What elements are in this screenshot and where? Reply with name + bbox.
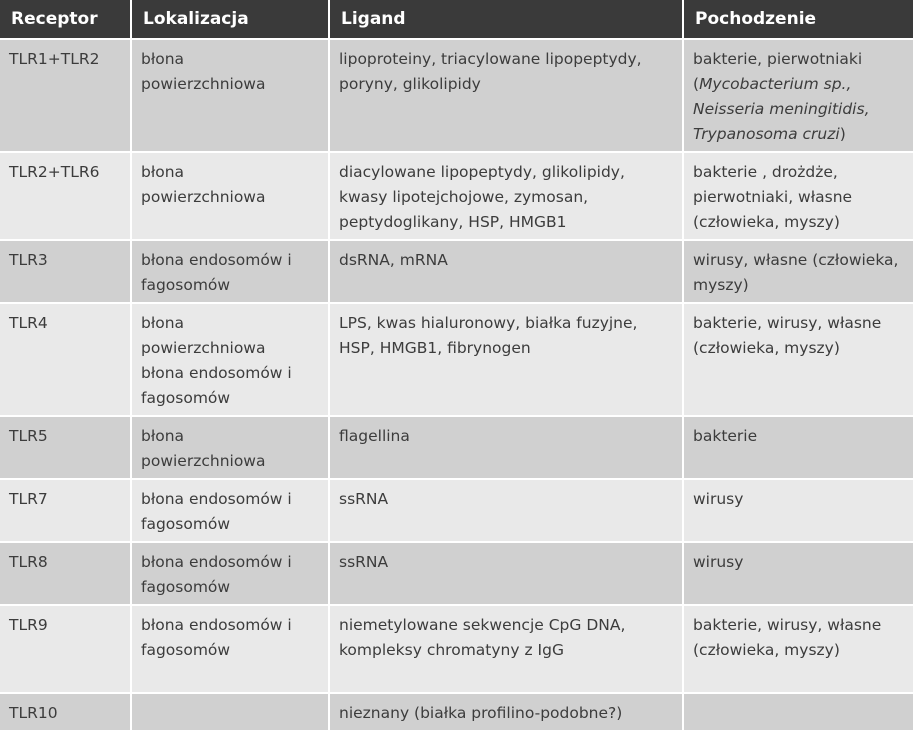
table-row <box>0 542 913 605</box>
cell-receptor: TLR5 <box>0 416 131 479</box>
header-ligand: Ligand <box>329 0 683 39</box>
table-row <box>0 152 913 240</box>
species-name: Neisseria meningitidis, <box>693 100 870 118</box>
cell-ligand: niemetylowane sekwencje CpG DNA, kompleksy chromatyny z IgG <box>329 605 683 693</box>
cell-receptor: TLR4 <box>0 303 131 416</box>
header-pochodzenie: Pochodzenie <box>683 0 913 39</box>
lokalizacja-line: błona endosomów i fagosomów <box>141 553 292 596</box>
cell-receptor: TLR3 <box>0 240 131 303</box>
lokalizacja-line: powierzchniowa <box>141 452 266 470</box>
species-line <box>693 72 906 97</box>
cell-pochodzenie: wirusy, własne (człowieka, myszy) <box>683 240 913 303</box>
lokalizacja-line: powierzchniowa <box>141 75 266 93</box>
table-row <box>0 240 913 303</box>
lokalizacja-line: błona <box>141 314 185 332</box>
table-row <box>0 416 913 479</box>
cell-ligand: ssRNA <box>329 479 683 542</box>
cell-lokalizacja <box>131 479 329 542</box>
species-line <box>693 122 906 147</box>
cell-receptor: TLR8 <box>0 542 131 605</box>
cell-ligand: diacylowane lipopeptydy, glikolipidy, kwasy lipotejchojowe, zymosan, peptydoglikany, HSP, HMGB1 <box>329 152 683 240</box>
cell-receptor: TLR9 <box>0 605 131 693</box>
cell-pochodzenie: bakterie, wirusy, własne (człowieka, myszy) <box>683 605 913 693</box>
header-row <box>0 0 913 39</box>
cell-lokalizacja <box>131 39 329 152</box>
table-row <box>0 39 913 152</box>
cell-ligand: nieznany (białka profilino-podobne?) <box>329 693 683 731</box>
lokalizacja-line: błona endosomów i fagosomów <box>141 490 292 533</box>
cell-receptor: TLR7 <box>0 479 131 542</box>
cell-ligand: dsRNA, mRNA <box>329 240 683 303</box>
paren-close: ) <box>839 125 846 143</box>
cell-pochodzenie: bakterie <box>683 416 913 479</box>
cell-ligand: flagellina <box>329 416 683 479</box>
cell-lokalizacja <box>131 303 329 416</box>
lokalizacja-line: powierzchniowa <box>141 339 266 357</box>
lokalizacja-line: błona <box>141 163 185 181</box>
table-row <box>0 693 913 731</box>
cell-pochodzenie <box>683 39 913 152</box>
cell-pochodzenie: wirusy <box>683 542 913 605</box>
lokalizacja-line: błona <box>141 427 185 445</box>
cell-receptor: TLR2+TLR6 <box>0 152 131 240</box>
header-lokalizacja: Lokalizacja <box>131 0 329 39</box>
cell-receptor: TLR1+TLR2 <box>0 39 131 152</box>
cell-lokalizacja <box>131 416 329 479</box>
table-row <box>0 479 913 542</box>
table-row <box>0 605 913 693</box>
cell-pochodzenie: bakterie, wirusy, własne (człowieka, myszy) <box>683 303 913 416</box>
lokalizacja-line: błona endosomów i fagosomów <box>141 251 292 294</box>
species-name: Trypanosoma cruzi <box>693 125 840 143</box>
species-name: Mycobacterium sp., <box>699 75 852 93</box>
lokalizacja-line: błona <box>141 50 185 68</box>
cell-lokalizacja <box>131 542 329 605</box>
cell-ligand: lipoproteiny, triacylowane lipopeptydy, poryny, glikolipidy <box>329 39 683 152</box>
cell-lokalizacja <box>131 693 329 731</box>
header-receptor: Receptor <box>0 0 131 39</box>
paren-open: ( <box>693 75 700 93</box>
cell-pochodzenie <box>683 693 913 731</box>
cell-receptor: TLR10 <box>0 693 131 731</box>
cell-ligand: LPS, kwas hialuronowy, białka fuzyjne, HSP, HMGB1, fibrynogen <box>329 303 683 416</box>
table-row <box>0 303 913 416</box>
cell-lokalizacja <box>131 605 329 693</box>
cell-pochodzenie: bakterie , drożdże, pierwotniaki, własne (człowieka, myszy) <box>683 152 913 240</box>
lokalizacja-line: błona endosomów i fagosomów <box>141 364 292 407</box>
cell-ligand: ssRNA <box>329 542 683 605</box>
lokalizacja-line: powierzchniowa <box>141 188 266 206</box>
pochodzenie-text: bakterie, pierwotniaki <box>693 50 863 68</box>
lokalizacja-line: błona endosomów i fagosomów <box>141 616 292 659</box>
cell-lokalizacja <box>131 152 329 240</box>
cell-lokalizacja <box>131 240 329 303</box>
cell-pochodzenie: wirusy <box>683 479 913 542</box>
